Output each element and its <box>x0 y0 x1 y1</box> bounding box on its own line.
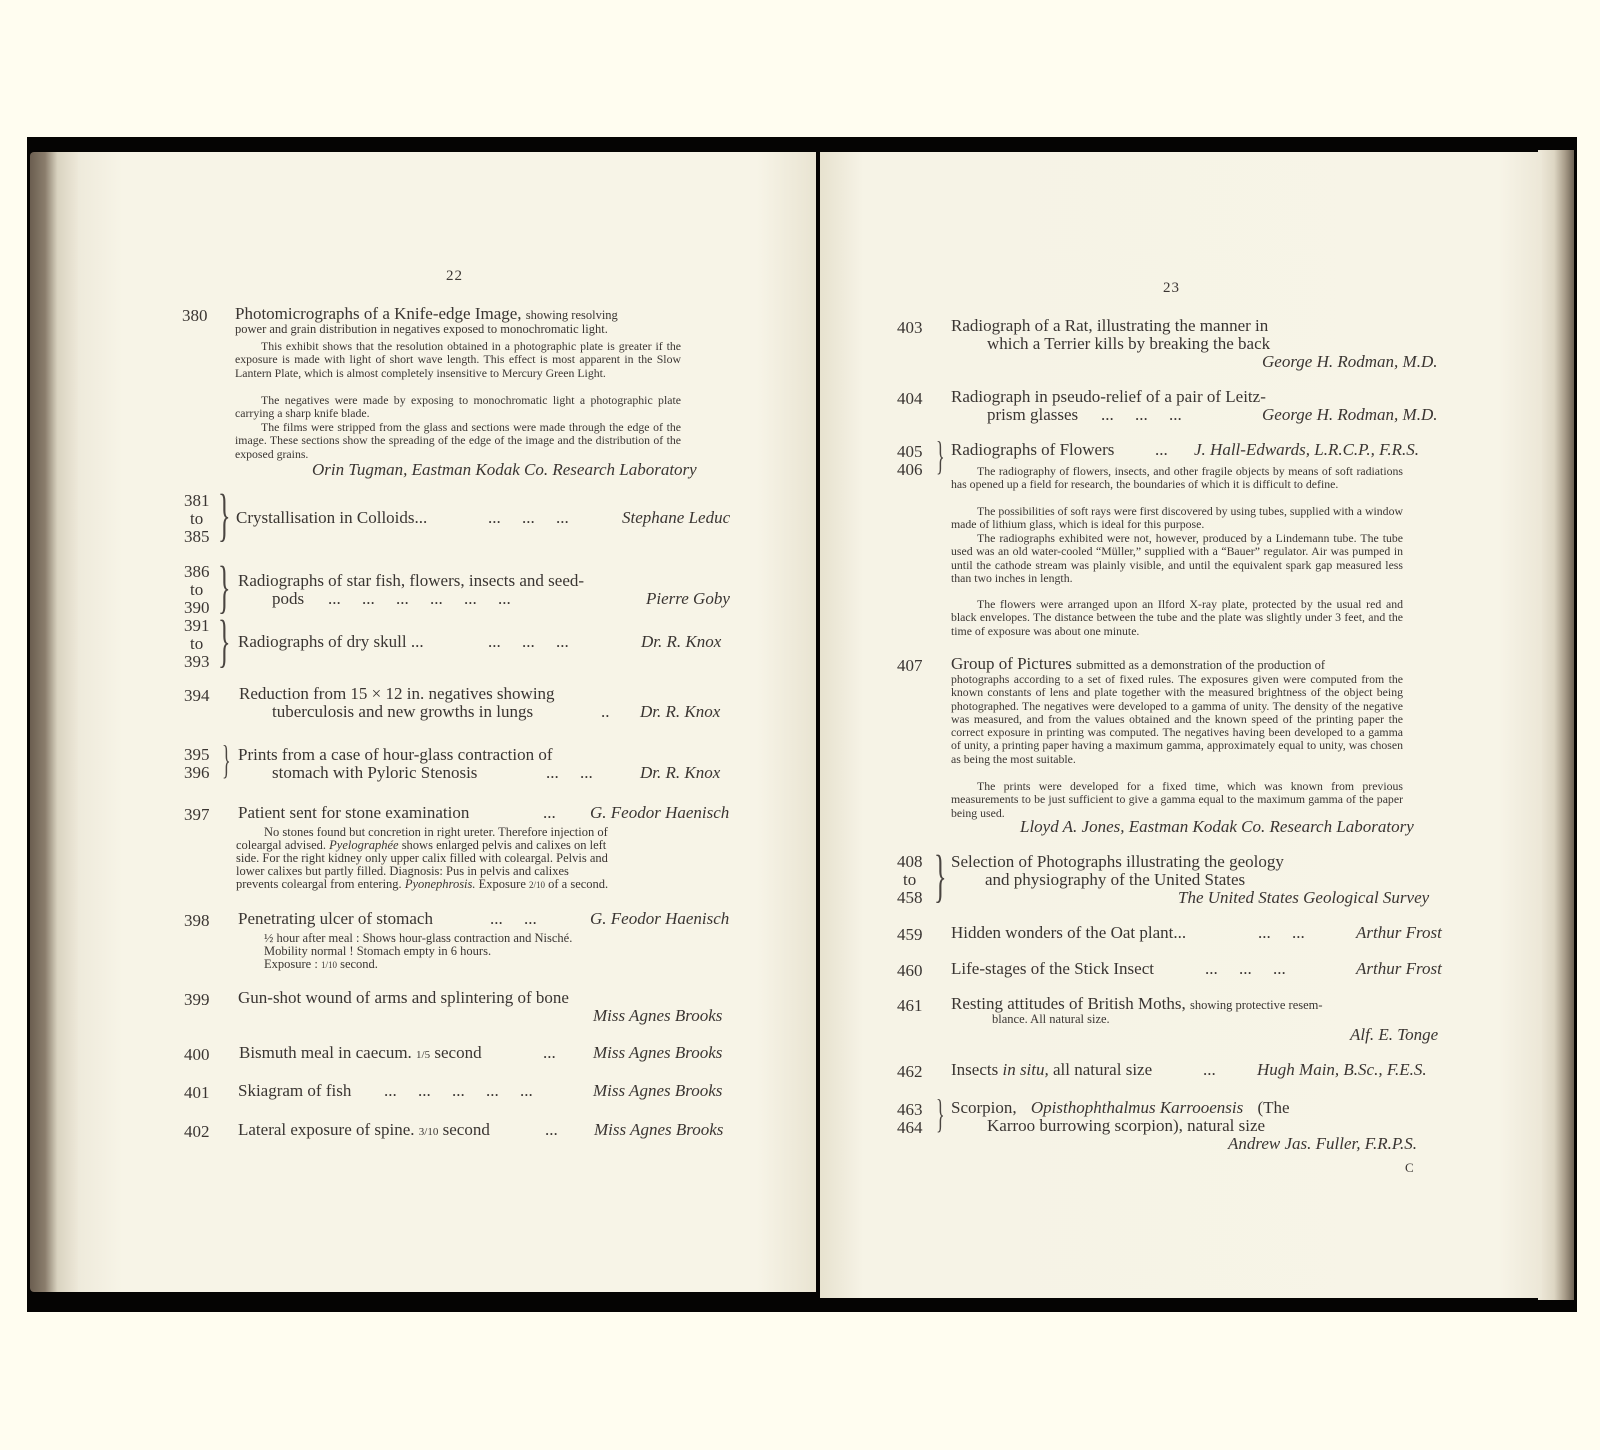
brace-icon: } <box>218 482 231 547</box>
entry-number: 395 <box>184 745 210 764</box>
leader-dots: ... <box>543 803 556 822</box>
entry-title: Bismuth meal in caecum. <box>239 1043 412 1062</box>
entry-number: 401 <box>184 1083 210 1102</box>
entry-number: 398 <box>184 911 210 930</box>
entry-author: Arthur Frost <box>1356 959 1442 978</box>
leader-dots: ... ... ... <box>1101 405 1182 424</box>
entry-number: 386 <box>184 562 210 581</box>
entry-title: Radiographs of Flowers <box>951 440 1115 459</box>
fraction: 1/5 <box>416 1049 431 1061</box>
entry-title-tail: (The <box>1257 1098 1290 1117</box>
entry-paragraph: The radiography of flowers, insects, and other fragile objects by means of soft radiations has opened up a field for research, the boundaries of which it is difficult to define. <box>951 464 1403 492</box>
entry-title-tail: all natural size <box>1053 1060 1153 1079</box>
brace-icon: } <box>222 737 231 782</box>
brace-icon: } <box>936 1091 945 1136</box>
entry-number: 458 <box>897 888 923 907</box>
entry-title-line2: pods <box>272 589 305 608</box>
entry-number: 461 <box>897 996 923 1015</box>
entry-number: 402 <box>184 1122 210 1141</box>
entry-title: Gun-shot wound of arms and splintering of bone <box>238 988 569 1007</box>
entry-author: Dr. R. Knox <box>640 763 721 782</box>
entry-number: 380 <box>182 306 208 325</box>
fraction: 2/10 <box>529 880 546 890</box>
entry-author: Hugh Main, B.Sc., F.E.S. <box>1257 1060 1427 1079</box>
entry-paragraph: The possibilities of soft rays were first discovered by using tubes, supplied with a window made of lithium glass, which is ideal for this purpose. <box>951 504 1403 532</box>
entry-title-italic: in situ, <box>1002 1060 1049 1079</box>
entry-title: Photomicrographs of a Knife-edge Image, <box>235 304 522 323</box>
entry-number: 393 <box>184 652 210 671</box>
signature-mark: C <box>1405 1160 1414 1175</box>
entry-number-to: to <box>190 634 204 653</box>
entry-number: 406 <box>897 460 923 479</box>
note-line: prevents coleargal from entering. <box>236 877 402 891</box>
entry-title-small: submitted as a demonstration of the production of <box>1076 658 1326 672</box>
note-line: Exposure <box>478 877 526 891</box>
entry-author: G. Feodor Haenisch <box>590 909 730 928</box>
entry-number: 463 <box>897 1100 923 1119</box>
entry-title-line2: stomach with Pyloric Stenosis <box>272 763 478 782</box>
entry-title-tail: second <box>442 1120 490 1139</box>
leader-dots: ... ... ... <box>488 632 569 651</box>
leader-dots: ... <box>1155 440 1168 459</box>
entry-number: 459 <box>897 925 923 944</box>
entry-number: 400 <box>184 1045 210 1064</box>
entry-author: Arthur Frost <box>1356 923 1442 942</box>
entry-title: Group of Pictures <box>951 654 1072 673</box>
entry-paragraph: The negatives were made by exposing to monochromatic light a photographic plate carrying a sharp knife blade. <box>235 393 681 421</box>
leader-dots: ... ... ... ... ... <box>384 1081 533 1100</box>
entry-author: Miss Agnes Brooks <box>593 1043 723 1062</box>
entry-number: 462 <box>897 1062 923 1081</box>
note-line: side. For the right kidney only upper calix filled with coleargal. Pelvis and <box>236 851 608 865</box>
entry-number: 405 <box>897 442 923 461</box>
brace-icon: } <box>934 843 947 908</box>
entry-number: 396 <box>184 763 210 782</box>
page-number: 22 <box>446 268 463 284</box>
leader-dots: ... ... <box>546 763 593 782</box>
entry-author: Pierre Goby <box>646 589 730 608</box>
brace-icon: } <box>218 554 231 619</box>
entry-paragraph: The films were stripped from the glass and sections were made through the edge of the image. These sections show the spreading of the edge of the image and the distribution of the exposed grains. <box>235 420 681 461</box>
right-page-edges <box>1538 150 1574 1300</box>
entry-title: Hidden wonders of the Oat plant... <box>951 923 1187 942</box>
entry-number: 407 <box>897 656 923 675</box>
note-line: second. <box>340 957 378 971</box>
entry-author: Miss Agnes Brooks <box>593 1081 723 1100</box>
entry-number: 390 <box>184 598 210 617</box>
leader-dots: .. <box>601 702 610 721</box>
entry-number: 394 <box>184 686 210 705</box>
entry-number: 385 <box>184 527 210 546</box>
entry-title: Selection of Photographs illustrating the geology <box>951 852 1284 871</box>
entry-number-to: to <box>190 580 204 599</box>
entry-author: J. Hall-Edwards, L.R.C.P., F.R.S. <box>1194 440 1419 459</box>
entry-title: Insects <box>951 1060 999 1079</box>
entry-number: 404 <box>897 389 923 408</box>
note-line: lower calixes but partly filled. Diagnosis: Pus in pelvis and calixes <box>236 864 569 878</box>
entry-title: Scorpion, <box>951 1098 1017 1117</box>
entry-paragraph: This exhibit shows that the resolution obtained in a photographic plate is greater if the exposure is made with light of short wave length. This effect is most apparent in the Slow Lantern Plate, which is almost completely insensitive to Mercury Green Light. <box>235 339 681 380</box>
entry-title: Skiagram of fish <box>238 1081 352 1100</box>
entry-number: 391 <box>184 616 210 635</box>
entry-author: Miss Agnes Brooks <box>594 1120 724 1139</box>
left-page-edges <box>30 152 80 1292</box>
entry-paragraph: The prints were developed for a fixed time, which was known from previous measurements to be just sufficient to give a gamma equal to the maximum gamma of the paper being used. <box>951 779 1403 820</box>
note-line: No stones found but concretion in right ureter. Therefore injection of <box>264 825 608 839</box>
entry-author: Andrew Jas. Fuller, F.R.P.S. <box>1228 1134 1418 1153</box>
entry-author: Stephane Leduc <box>622 508 731 527</box>
leader-dots: ... ... <box>1258 923 1305 942</box>
fraction: 1/10 <box>320 960 337 970</box>
entry-number: 408 <box>897 852 923 871</box>
entry-title: Radiographs of star fish, flowers, insects and seed- <box>238 571 585 590</box>
entry-author: Alf. E. Tonge <box>1350 1025 1439 1044</box>
note-term: Pyonephrosis. <box>404 877 476 891</box>
note-line: shows enlarged pelvis and calixes on left <box>401 838 607 852</box>
entry-number: 460 <box>897 961 923 980</box>
leader-dots: ... <box>1203 1060 1216 1079</box>
entry-title-line2: which a Terrier kills by breaking the back <box>987 334 1271 353</box>
entry-number: 403 <box>897 318 923 337</box>
entry-title: Radiograph of a Rat, illustrating the manner in <box>951 316 1269 335</box>
entry-paragraph: The flowers were arranged upon an Ilford X-ray plate, protected by the usual red and black envelopes. The distance between the tube and the plate was slightly under 3 feet, and the time of exposure was about one minute. <box>951 597 1403 638</box>
entry-number: 399 <box>184 990 210 1009</box>
entry-title: Prints from a case of hour-glass contraction of <box>238 745 553 764</box>
leader-dots: ... <box>543 1043 556 1062</box>
entry-author: George H. Rodman, M.D. <box>1262 352 1438 371</box>
entry-title: Radiograph in pseudo-relief of a pair of Leitz- <box>951 387 1266 406</box>
leader-dots: ... ... <box>490 909 537 928</box>
entry-number: 381 <box>184 491 210 510</box>
entry-paragraph: photographs according to a set of fixed rules. The exposures given were computed from the known constants of lens and plate together with the measured brightness of the object being photographed. The negatives were developed to a gamma of unity. The density of the negative was measured, and from the values obtained and the known speed of the printing paper the correct exposure in printing was computed. The negatives having been developed to a gamma of unity, a printing paper having a maximum gamma, approximately equal to unity, was chosen as being the most suitable. <box>951 672 1403 766</box>
leader-dots: ... ... ... <box>1205 959 1286 978</box>
entry-author: Dr. R. Knox <box>640 702 721 721</box>
entry-author: The United States Geological Survey <box>1178 888 1430 907</box>
entry-title-line2: tuberculosis and new growths in lungs <box>272 702 534 721</box>
entry-author: Lloyd A. Jones, Eastman Kodak Co. Research Laboratory <box>1020 817 1414 836</box>
entry-title: Resting attitudes of British Moths, <box>951 994 1186 1013</box>
note-line: of a second. <box>548 877 609 891</box>
note-line: coleargal advised. <box>236 838 327 852</box>
entry-title-italic: Opisthophthalmus Karrooensis <box>1030 1098 1244 1117</box>
leader-dots: ... ... ... ... ... ... <box>328 589 511 608</box>
entry-number-to: to <box>903 870 917 889</box>
note-line: Mobility normal ! Stomach empty in 6 hours. <box>264 944 492 958</box>
note-line: Exposure : <box>264 957 318 971</box>
entry-author: Orin Tugman, Eastman Kodak Co. Research Laboratory <box>312 460 697 479</box>
entry-title: Reduction from 15 × 12 in. negatives showing <box>239 684 555 703</box>
entry-title: Patient sent for stone examination <box>238 803 470 822</box>
entry-author: Miss Agnes Brooks <box>593 1006 723 1025</box>
entry-author: George H. Rodman, M.D. <box>1262 405 1438 424</box>
fraction: 3/10 <box>418 1126 439 1138</box>
note-line: ½ hour after meal : Shows hour-glass contraction and Nisché. <box>264 931 573 945</box>
entry-title: Lateral exposure of spine. <box>238 1120 415 1139</box>
entry-number-to: to <box>190 509 204 528</box>
brace-icon: } <box>936 433 945 478</box>
entry-title-line2: power and grain distribution in negatives exposed to monochromatic light. <box>235 322 608 336</box>
entry-author: G. Feodor Haenisch <box>590 803 730 822</box>
entry-number: 397 <box>184 805 210 824</box>
note-term: Pyelographée <box>329 838 399 852</box>
entry-title-small: showing protective resem- <box>1189 998 1323 1012</box>
entry-title: Radiographs of dry skull ... <box>238 632 424 651</box>
entry-title: Life-stages of the Stick Insect <box>951 959 1154 978</box>
entry-title-tail: second <box>434 1043 482 1062</box>
leader-dots: ... <box>545 1120 558 1139</box>
leader-dots: ... ... ... <box>488 508 569 527</box>
entry-number: 464 <box>897 1118 923 1137</box>
page-number: 23 <box>1163 280 1180 296</box>
entry-title-line2: blance. All natural size. <box>992 1012 1110 1026</box>
entry-title-line2: Karroo burrowing scorpion), natural size <box>987 1116 1266 1135</box>
entry-paragraph: The radiographs exhibited were not, however, produced by a Lindemann tube. The tube used was an old water-cooled “Müller,” supplied with a “Bauer” regulator. Air was pumped in until the cathode stream was plainly visible, and until the equivalent spark gap measured less than two inches in length. <box>951 531 1403 585</box>
entry-title-line2: and physiography of the United States <box>985 870 1246 889</box>
entry-title-line2: prism glasses <box>987 405 1079 424</box>
entry-title: Penetrating ulcer of stomach <box>238 909 433 928</box>
brace-icon: } <box>218 608 231 673</box>
entry-title: Crystallisation in Colloids... <box>236 508 428 527</box>
entry-author: Dr. R. Knox <box>641 632 722 651</box>
entry-title-small: showing resolving <box>525 308 618 322</box>
